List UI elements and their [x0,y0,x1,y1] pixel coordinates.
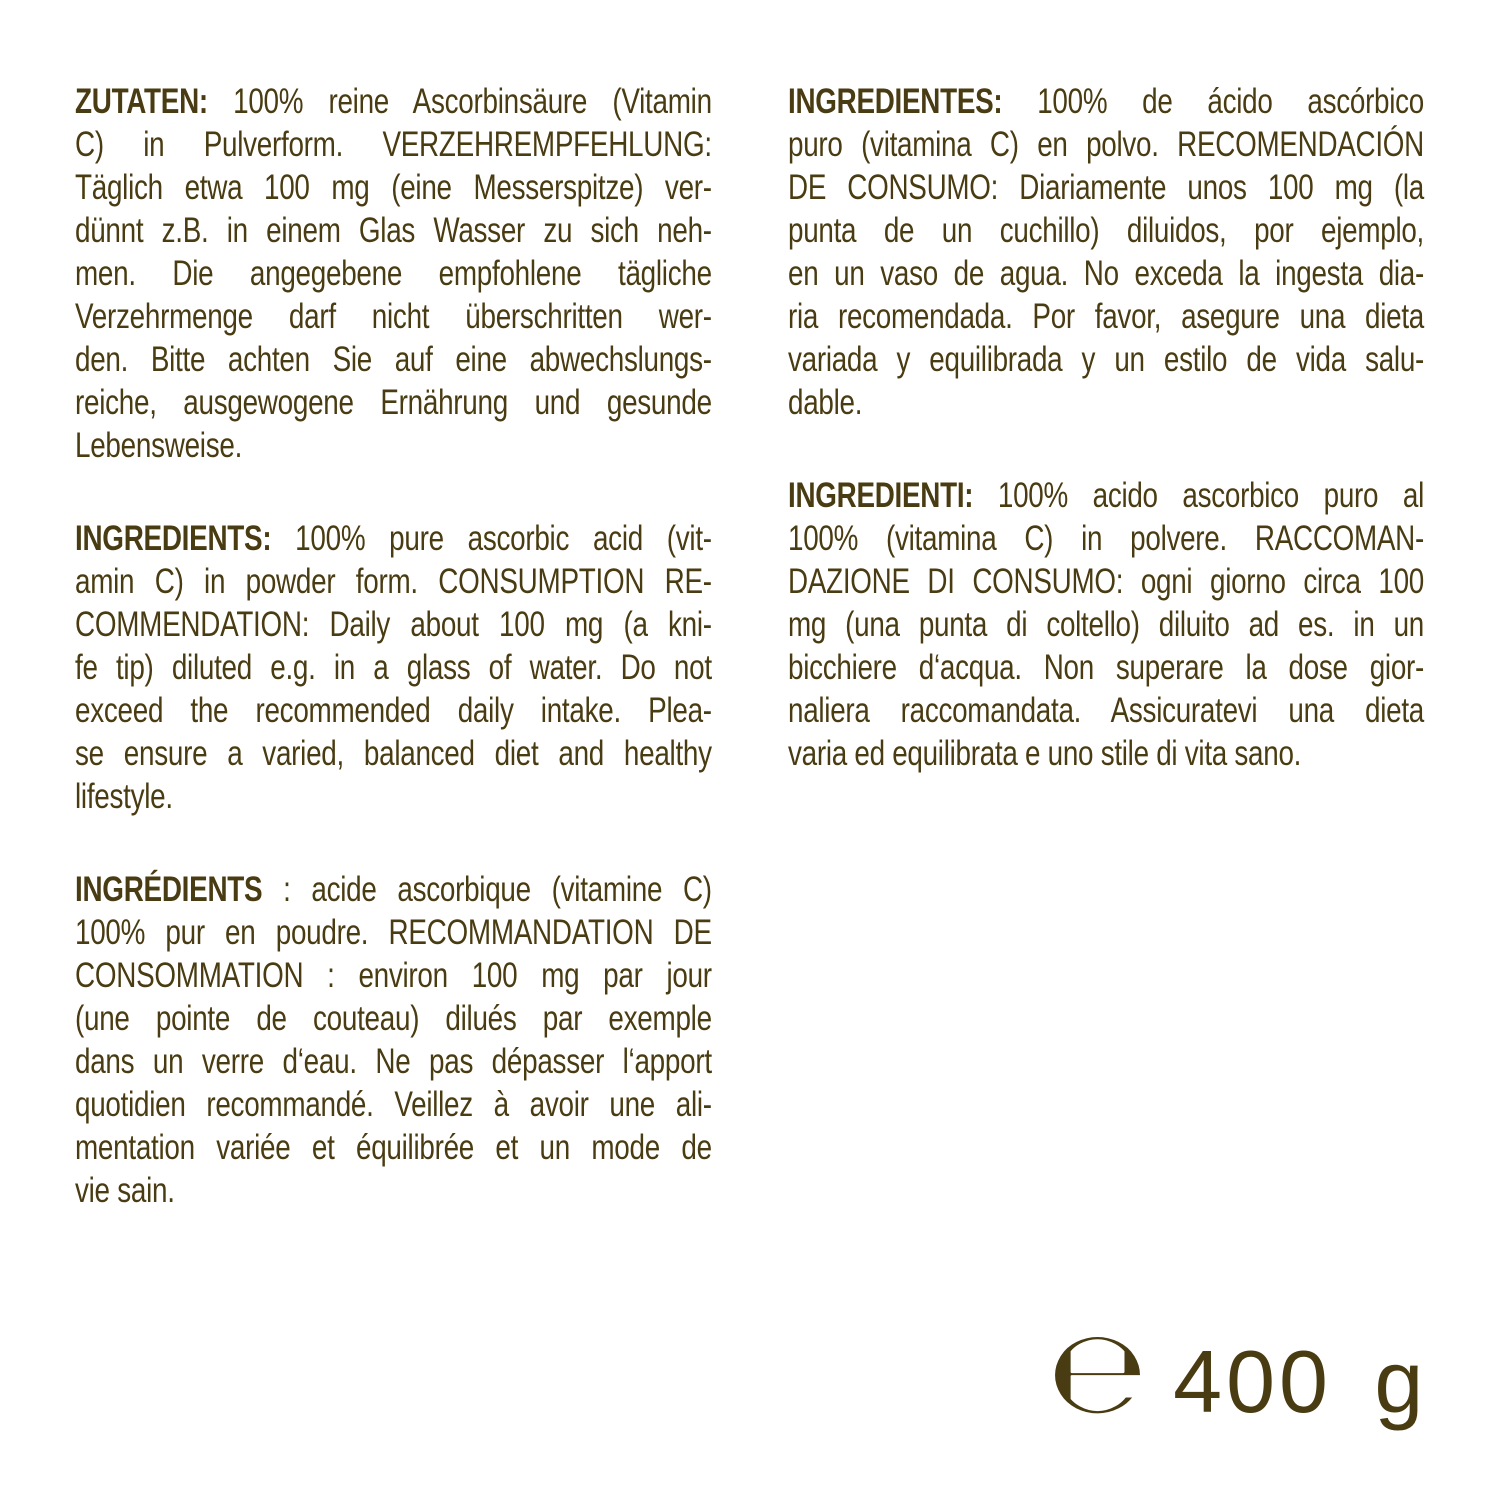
text-line: puro (vitamina C) en polvo. RECOMENDACIÓN [788,125,1424,164]
text-line: 100% (vitamina C) in polvere. RACCOMAN- [788,519,1424,558]
text-line: CONSOMMATION : environ 100 mg par jour [75,956,712,995]
paragraph-ingredienti-it [788,474,1424,775]
estimated-sign-icon: ℮ [1048,1305,1148,1440]
net-weight [1048,1305,1428,1440]
paragraph-heading: ZUTATEN: [75,82,208,121]
paragraph-heading: INGREDIENTI: [788,476,974,515]
text-line: INGREDIENTI: 100% acido ascorbico puro al [788,476,1424,515]
paragraph-ingredients-fr [75,868,712,1212]
text-line: 100% pur en poudre. RECOMMANDATION DE [75,913,712,952]
text-line: mentation variée et équilibrée et un mode de [75,1128,712,1167]
text-line: DAZIONE DI CONSUMO: ogni giorno circa 100 [788,562,1424,601]
text-line: dable. [788,383,863,422]
text-line: reiche, ausgewogene Ernährung und gesunde [75,383,712,422]
paragraph-ingredients-en [75,517,712,818]
text-line: INGRÉDIENTS : acide ascorbique (vitamine C) [75,870,712,909]
text-line: DE CONSUMO: Diariamente unos 100 mg (la [788,168,1424,207]
text-line: se ensure a varied, balanced diet and healthy [75,734,712,773]
text-line: INGREDIENTS: 100% pure ascorbic acid (vit- [75,519,712,558]
text-line: INGREDIENTES: 100% de ácido ascórbico [788,82,1424,121]
text-line: (une pointe de couteau) dilués par exemple [75,999,712,1038]
paragraph-ingredientes-es [788,80,1424,424]
paragraph-heading: INGREDIENTES: [788,82,1003,121]
paragraph-heading: INGRÉDIENTS [75,870,263,909]
paragraph-zutaten-de [75,80,712,467]
text-line: men. Die angegebene empfohlene tägliche [75,254,712,293]
text-line: vie sain. [75,1171,175,1210]
text-line: quotidien recommandé. Veillez à avoir une ali- [75,1085,712,1124]
text-line: variada y equilibrada y un estilo de vida salu- [788,340,1424,379]
text-line: C) in Pulverform. VERZEHREMPFEHLUNG: [75,125,712,164]
text-line: amin C) in powder form. CONSUMPTION RE- [75,562,712,601]
paragraph-heading: INGREDIENTS: [75,519,272,558]
text-line: punta de un cuchillo) diluidos, por ejemplo, [788,211,1424,250]
ingredients-column-left [75,80,712,1212]
text-line: mg (una punta di coltello) diluito ad es. in un [788,605,1424,644]
text-line: varia ed equilibrata e uno stile di vita sano. [788,734,1302,773]
text-line: Lebensweise. [75,426,243,465]
net-weight-value: 400 g [1173,1332,1428,1431]
ingredients-column-right [788,80,1424,775]
text-line: fe tip) diluted e.g. in a glass of water. Do not [75,648,712,687]
text-line: bicchiere d‘acqua. Non superare la dose gior- [788,648,1424,687]
text-line: COMMENDATION: Daily about 100 mg (a kni- [75,605,712,644]
text-line: ria recomendada. Por favor, asegure una dieta [788,297,1424,336]
text-line: dans un verre d‘eau. Ne pas dépasser l‘apport [75,1042,712,1081]
text-line: dünnt z.B. in einem Glas Wasser zu sich neh- [75,211,712,250]
text-line: naliera raccomandata. Assicuratevi una dieta [788,691,1424,730]
text-line: en un vaso de agua. No exceda la ingesta dia- [788,254,1424,293]
text-line: ZUTATEN: 100% reine Ascorbinsäure (Vitamin [75,82,712,121]
text-line: exceed the recommended daily intake. Plea- [75,691,712,730]
text-line: lifestyle. [75,777,173,816]
text-line: Täglich etwa 100 mg (eine Messerspitze) ver- [75,168,712,207]
text-line: Verzehrmenge darf nicht überschritten wer- [75,297,712,336]
text-line: den. Bitte achten Sie auf eine abwechslungs- [75,340,712,379]
